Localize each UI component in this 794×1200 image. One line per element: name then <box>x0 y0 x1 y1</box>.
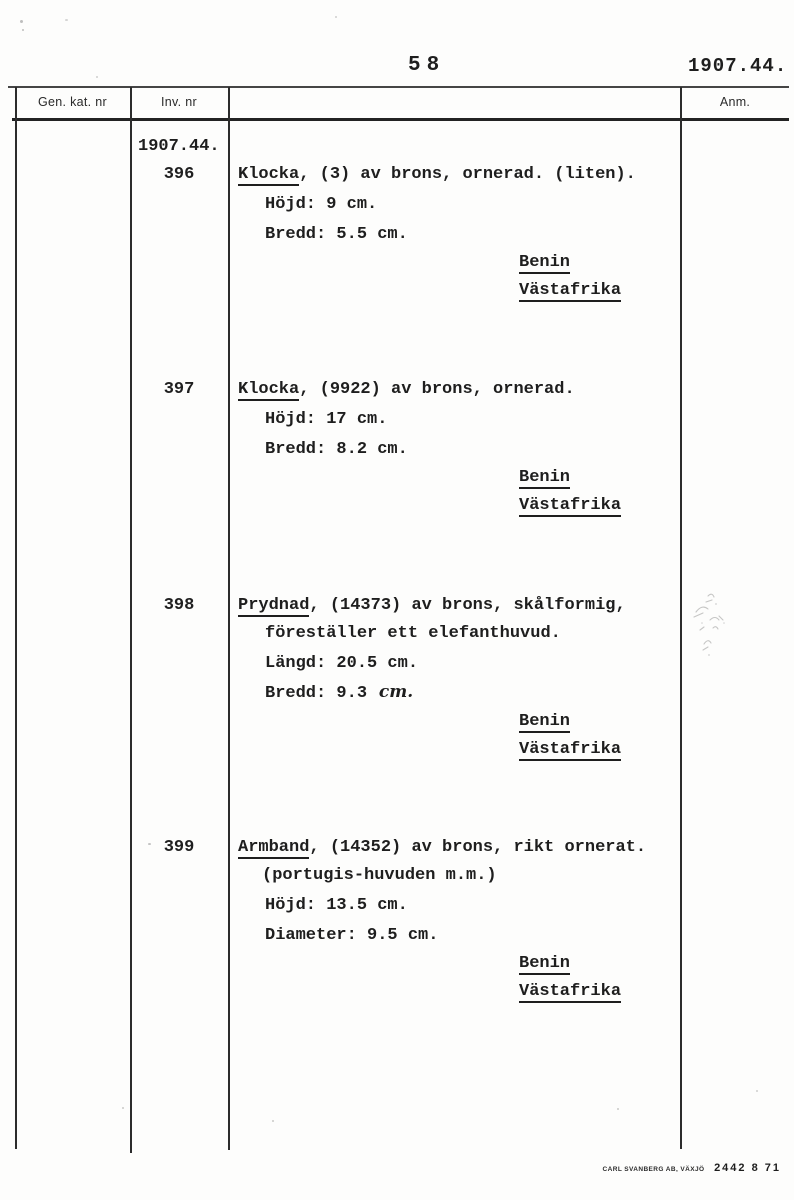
entry-dimension-line <box>238 189 683 219</box>
pencil-smudge-annotation <box>686 590 744 662</box>
entry-title: Armband <box>238 838 310 857</box>
scan-speckle <box>617 1108 619 1110</box>
dimension-text: Längd: 20.5 cm. <box>265 654 419 673</box>
handwritten-note: cm. <box>367 682 414 702</box>
page-number: 58 <box>408 54 446 77</box>
inventory-number: 399 <box>163 838 195 857</box>
printer-name: CARL SVANBERG AB, VÄXJÖ <box>602 1166 705 1173</box>
dimension-text: Höjd: 13.5 cm. <box>265 896 408 915</box>
entry-dimension-line <box>238 890 683 920</box>
entry-description <box>238 834 683 1006</box>
entry-origin-line <box>238 708 683 736</box>
origin-region: Västafrika <box>519 281 622 300</box>
column-divider-inv-desc <box>228 87 230 1150</box>
entry-dimension-line <box>238 219 683 249</box>
table-header-rule <box>12 118 789 121</box>
scan-speckle <box>122 1107 124 1109</box>
entry-title-line <box>238 834 683 862</box>
scan-speckle <box>20 20 23 23</box>
entry-title-line <box>238 376 683 404</box>
scan-speckle <box>22 29 24 31</box>
entry-title-rest: , (14373) av brons, skålformig, <box>309 596 626 615</box>
inventory-number: 397 <box>163 380 195 399</box>
accession-group-label: 1907.44. <box>138 137 220 156</box>
table-left-border <box>15 87 17 1149</box>
entry-dimension-line <box>238 648 683 678</box>
entry-description <box>238 592 683 764</box>
dimension-text: Bredd: 9.3 <box>265 684 368 703</box>
origin-region: Benin <box>519 253 571 272</box>
entry-description <box>238 376 683 520</box>
column-header-gen-kat-nr: Gen. kat. nr <box>38 95 107 109</box>
column-header-anm: Anm. <box>719 95 751 109</box>
scan-speckle <box>148 843 151 845</box>
inventory-number: 398 <box>163 596 195 615</box>
scan-speckle <box>272 1120 274 1122</box>
dimension-text: Bredd: 5.5 cm. <box>265 225 408 244</box>
entry-origin-line <box>238 736 683 764</box>
scan-speckle <box>756 1090 758 1092</box>
entry-origin-line <box>238 950 683 978</box>
dimension-text: Höjd: 17 cm. <box>265 410 388 429</box>
entry-title: Klocka <box>238 380 300 399</box>
entry-title-rest: , (9922) av brons, ornerad. <box>299 380 575 399</box>
origin-region: Benin <box>519 712 571 731</box>
dimension-text: Höjd: 9 cm. <box>265 195 378 214</box>
entry-dimension-line <box>238 678 683 708</box>
entry-title: Prydnad <box>238 596 310 615</box>
entry-origin-line <box>238 464 683 492</box>
origin-region: Benin <box>519 954 571 973</box>
table-top-rule <box>8 86 789 88</box>
scan-speckle <box>335 16 337 18</box>
printer-code: 2442 8 71 <box>714 1162 781 1174</box>
scan-speckle <box>65 19 68 21</box>
entry-title-rest: , (14352) av brons, rikt ornerat. <box>309 838 647 857</box>
column-divider-gen-inv <box>130 87 132 1153</box>
column-header-inv-nr: Inv. nr <box>161 95 197 109</box>
entry-title-line <box>238 592 683 620</box>
entry-origin-line <box>238 249 683 277</box>
entry-origin-line <box>238 978 683 1006</box>
entry-origin-line <box>238 277 683 305</box>
entry-dimension-line <box>238 920 683 950</box>
origin-region: Benin <box>519 468 571 487</box>
origin-region: Västafrika <box>519 740 622 759</box>
dimension-text: Bredd: 8.2 cm. <box>265 440 408 459</box>
printer-imprint <box>603 1158 781 1176</box>
scan-speckle <box>96 76 98 78</box>
entry-description <box>238 161 683 305</box>
entry-origin-line <box>238 492 683 520</box>
entry-title: Klocka <box>238 165 300 184</box>
entry-title-rest: , (3) av brons, ornerad. (liten). <box>299 165 636 184</box>
dimension-text: Diameter: 9.5 cm. <box>265 926 439 945</box>
catalog-reference: 1907.44. <box>688 55 788 77</box>
origin-region: Västafrika <box>519 496 622 515</box>
entry-wrap-line: (portugis-huvuden m.m.) <box>262 866 497 885</box>
entry-title-line <box>238 161 683 189</box>
entry-dimension-line <box>238 404 683 434</box>
entry-wrap-line: föreställer ett elefanthuvud. <box>265 624 561 643</box>
origin-region: Västafrika <box>519 982 622 1001</box>
entry-dimension-line <box>238 434 683 464</box>
inventory-number: 396 <box>163 165 195 184</box>
